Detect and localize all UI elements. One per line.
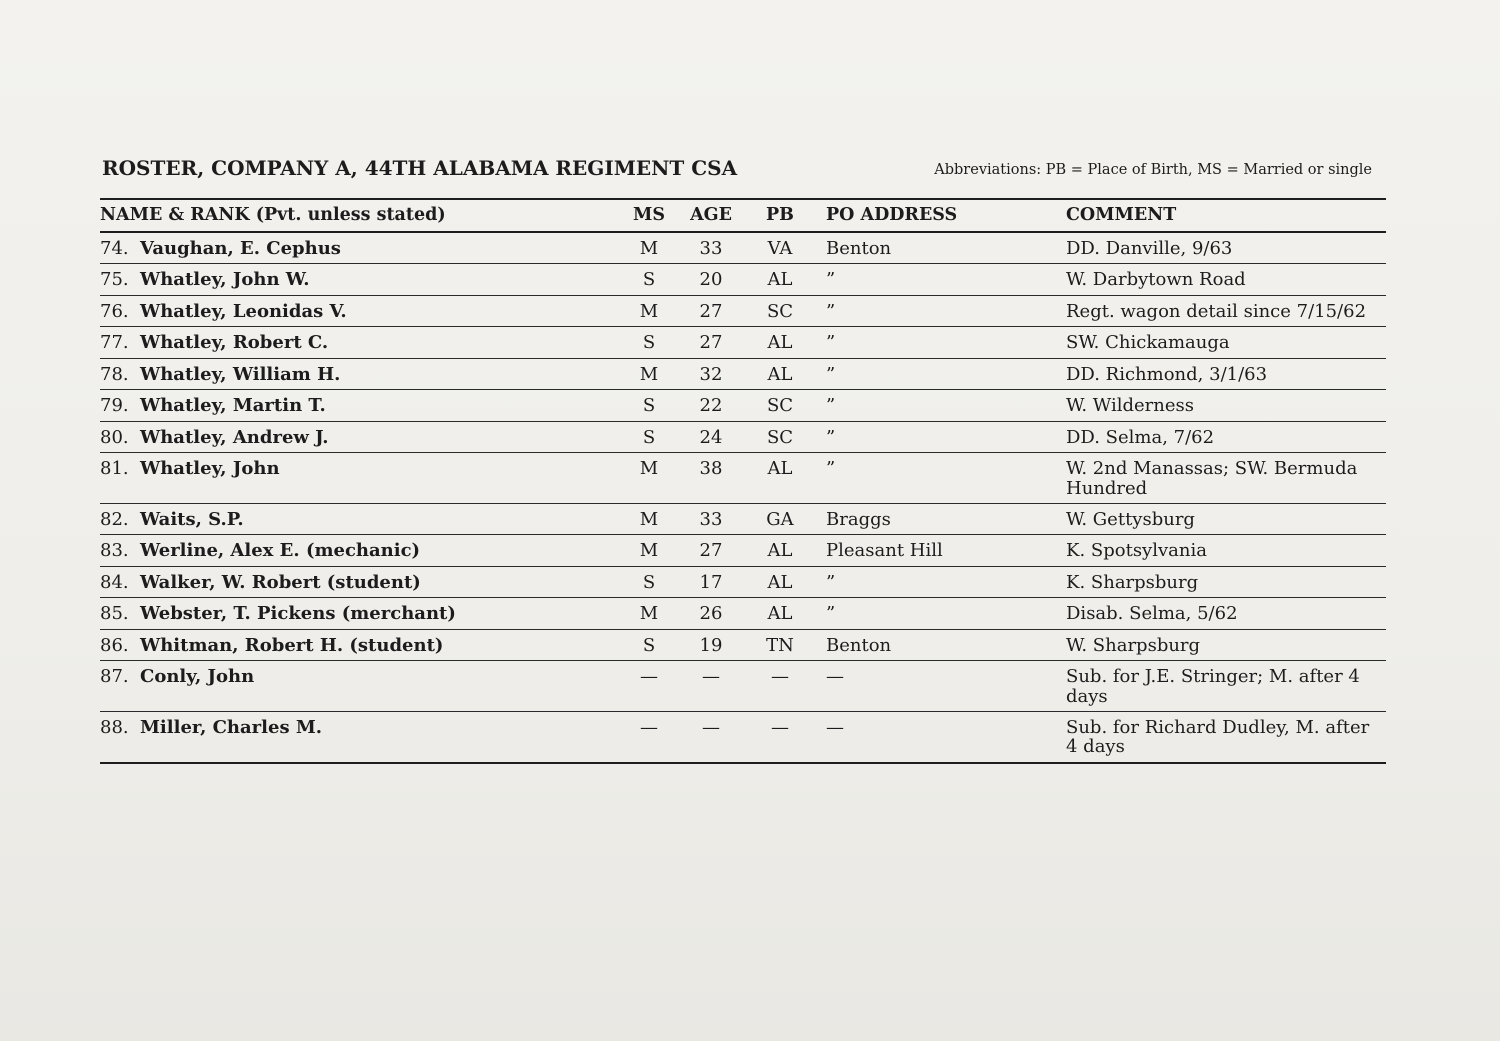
soldier-name: Whatley, Andrew J. (140, 426, 329, 448)
roster-title: ROSTER, COMPANY A, 44TH ALABAMA REGIMENT CSA (102, 156, 738, 180)
age-cell: — (676, 661, 746, 712)
soldier-name: Whitman, Robert H. (student) (140, 634, 444, 656)
po-address-cell: Pleasant Hill (814, 535, 1066, 566)
row-number: 75. (100, 269, 129, 291)
row-number: 84. (100, 571, 129, 593)
name-cell (100, 712, 622, 763)
soldier-name: Whatley, Leonidas V. (140, 300, 347, 322)
header-row (100, 199, 1386, 232)
po-address-cell: ” (814, 453, 1066, 504)
pb-cell: AL (746, 264, 814, 295)
comment-cell: DD. Selma, 7/62 (1066, 421, 1386, 452)
age-cell: — (676, 712, 746, 763)
comment-cell: SW. Chickamauga (1066, 327, 1386, 358)
pb-cell: AL (746, 566, 814, 597)
po-address-cell: ” (814, 264, 1066, 295)
name-cell (100, 264, 622, 295)
roster-body (100, 232, 1386, 763)
soldier-name: Waits, S.P. (140, 508, 244, 530)
comment-cell: W. Darbytown Road (1066, 264, 1386, 295)
table-row (100, 358, 1386, 389)
name-cell (100, 661, 622, 712)
soldier-name: Werline, Alex E. (mechanic) (140, 540, 421, 562)
name-cell (100, 295, 622, 326)
row-number: 87. (100, 666, 129, 688)
ms-cell: M (622, 295, 676, 326)
po-address-cell: Braggs (814, 503, 1066, 534)
header-pb: PB (746, 199, 814, 232)
name-cell (100, 390, 622, 421)
soldier-name: Whatley, Martin T. (140, 395, 326, 417)
age-cell: 38 (676, 453, 746, 504)
header-po-address: PO ADDRESS (814, 199, 1066, 232)
pb-cell: SC (746, 421, 814, 452)
comment-cell: W. Wilderness (1066, 390, 1386, 421)
pb-cell: VA (746, 232, 814, 264)
name-cell (100, 421, 622, 452)
table-row (100, 598, 1386, 629)
pb-cell: AL (746, 535, 814, 566)
ms-cell: S (622, 566, 676, 597)
table-row (100, 232, 1386, 264)
comment-cell: Disab. Selma, 5/62 (1066, 598, 1386, 629)
name-cell (100, 503, 622, 534)
ms-cell: S (622, 264, 676, 295)
table-row (100, 421, 1386, 452)
ms-cell: S (622, 390, 676, 421)
table-row (100, 453, 1386, 504)
name-cell (100, 535, 622, 566)
row-number: 77. (100, 332, 129, 354)
po-address-cell: ” (814, 566, 1066, 597)
po-address-cell: ” (814, 598, 1066, 629)
soldier-name: Whatley, John W. (140, 269, 310, 291)
ms-cell: — (622, 661, 676, 712)
comment-cell: Sub. for Richard Dudley, M. after 4 days (1066, 712, 1386, 763)
age-cell: 32 (676, 358, 746, 389)
ms-cell: M (622, 232, 676, 264)
ms-cell: M (622, 453, 676, 504)
name-cell (100, 327, 622, 358)
ms-cell: M (622, 503, 676, 534)
po-address-cell: Benton (814, 629, 1066, 660)
comment-cell: W. Gettysburg (1066, 503, 1386, 534)
name-cell (100, 453, 622, 504)
row-number: 86. (100, 634, 129, 656)
po-address-cell: ” (814, 295, 1066, 326)
comment-cell: DD. Richmond, 3/1/63 (1066, 358, 1386, 389)
name-cell (100, 566, 622, 597)
soldier-name: Conly, John (140, 666, 255, 688)
table-row (100, 566, 1386, 597)
roster-table (100, 198, 1386, 764)
age-cell: 26 (676, 598, 746, 629)
po-address-cell: Benton (814, 232, 1066, 264)
ms-cell: — (622, 712, 676, 763)
row-number: 78. (100, 363, 129, 385)
soldier-name: Walker, W. Robert (student) (140, 571, 421, 593)
table-row (100, 264, 1386, 295)
row-number: 83. (100, 540, 129, 562)
row-number: 88. (100, 717, 129, 738)
pb-cell: AL (746, 598, 814, 629)
row-number: 85. (100, 603, 129, 625)
comment-cell: K. Sharpsburg (1066, 566, 1386, 597)
table-row (100, 712, 1386, 763)
pb-cell: — (746, 712, 814, 763)
table-row (100, 503, 1386, 534)
ms-cell: M (622, 535, 676, 566)
table-row (100, 629, 1386, 660)
pb-cell: AL (746, 358, 814, 389)
name-cell (100, 232, 622, 264)
age-cell: 33 (676, 503, 746, 534)
po-address-cell: ” (814, 327, 1066, 358)
ms-cell: M (622, 598, 676, 629)
table-row (100, 535, 1386, 566)
po-address-cell: ” (814, 390, 1066, 421)
name-cell (100, 358, 622, 389)
soldier-name: Vaughan, E. Cephus (140, 238, 341, 259)
table-row (100, 295, 1386, 326)
pb-cell: SC (746, 295, 814, 326)
comment-cell: Regt. wagon detail since 7/15/62 (1066, 295, 1386, 326)
po-address-cell: ” (814, 358, 1066, 389)
table-row (100, 661, 1386, 712)
row-number: 80. (100, 426, 129, 448)
header-ms: MS (622, 199, 676, 232)
po-address-cell: — (814, 712, 1066, 763)
name-cell (100, 629, 622, 660)
table-row (100, 390, 1386, 421)
age-cell: 24 (676, 421, 746, 452)
ms-cell: S (622, 327, 676, 358)
row-number: 82. (100, 508, 129, 530)
age-cell: 22 (676, 390, 746, 421)
ms-cell: M (622, 358, 676, 389)
comment-cell: W. Sharpsburg (1066, 629, 1386, 660)
abbreviations-note: Abbreviations: PB = Place of Birth, MS = Married or single (934, 162, 1372, 178)
age-cell: 33 (676, 232, 746, 264)
soldier-name: Whatley, William H. (140, 363, 341, 385)
soldier-name: Miller, Charles M. (140, 717, 323, 738)
row-number: 76. (100, 300, 129, 322)
soldier-name: Webster, T. Pickens (merchant) (140, 603, 456, 625)
row-number: 81. (100, 458, 129, 480)
table-row (100, 327, 1386, 358)
ms-cell: S (622, 629, 676, 660)
age-cell: 27 (676, 295, 746, 326)
comment-cell: DD. Danville, 9/63 (1066, 232, 1386, 264)
age-cell: 19 (676, 629, 746, 660)
soldier-name: Whatley, John (140, 458, 280, 480)
age-cell: 27 (676, 535, 746, 566)
age-cell: 17 (676, 566, 746, 597)
pb-cell: GA (746, 503, 814, 534)
comment-cell: K. Spotsylvania (1066, 535, 1386, 566)
header-age: AGE (676, 199, 746, 232)
po-address-cell: — (814, 661, 1066, 712)
pb-cell: TN (746, 629, 814, 660)
age-cell: 27 (676, 327, 746, 358)
header-name: NAME & RANK (Pvt. unless stated) (100, 199, 622, 232)
pb-cell: SC (746, 390, 814, 421)
pb-cell: — (746, 661, 814, 712)
comment-cell: Sub. for J.E. Stringer; M. after 4 days (1066, 661, 1386, 712)
ms-cell: S (622, 421, 676, 452)
row-number: 79. (100, 395, 129, 417)
comment-cell: W. 2nd Manassas; SW. Bermuda Hundred (1066, 453, 1386, 504)
row-number: 74. (100, 238, 129, 259)
name-cell (100, 598, 622, 629)
pb-cell: AL (746, 453, 814, 504)
age-cell: 20 (676, 264, 746, 295)
header-comment: COMMENT (1066, 199, 1386, 232)
po-address-cell: ” (814, 421, 1066, 452)
pb-cell: AL (746, 327, 814, 358)
soldier-name: Whatley, Robert C. (140, 332, 329, 354)
